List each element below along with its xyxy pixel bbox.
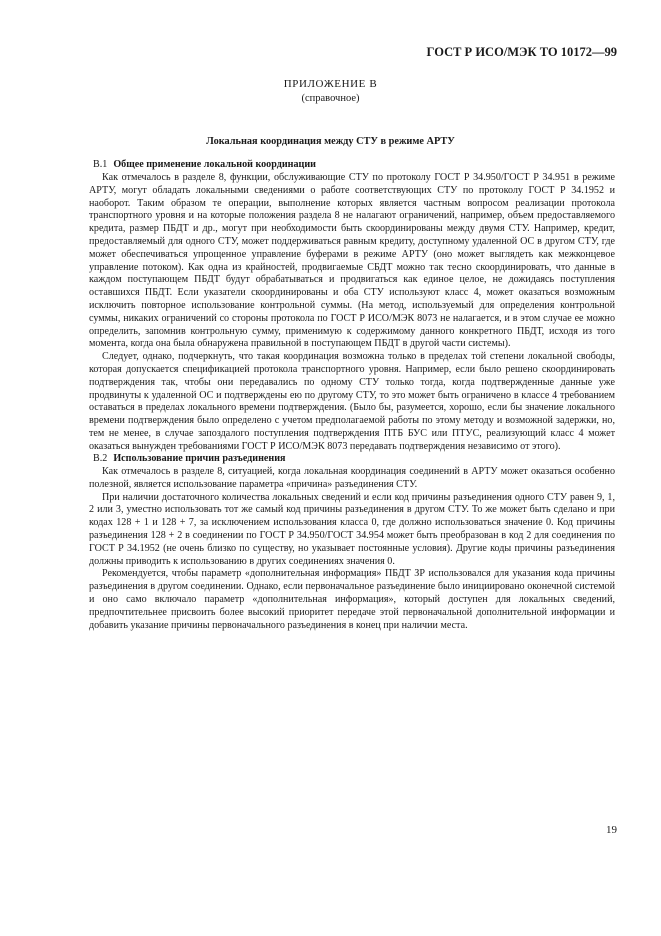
subsection-body — [89, 466, 615, 632]
subsection-heading — [93, 159, 316, 172]
paragraph: Рекомендуется, чтобы параметр «дополнительная информация» ПБДТ ЗР использовался для указания кода причины разъединения в другом соединении. Однако, если первоначальное разъединение было инициировано оконечной системой и оно само включало параметр «дополнительная информация», который доступен для локальных сведений, предпочтительнее присвоить более высокий приоритет передаче этой первоначальной дополнительной информации и добавить указание причины первоначального разъединения в конец при наличии места. — [89, 568, 615, 631]
appendix-note: (справочное) — [301, 93, 360, 104]
subsection-body — [89, 172, 615, 454]
subsection-number: В.2 — [93, 453, 108, 464]
appendix-title: ПРИЛОЖЕНИЕ В — [283, 78, 378, 90]
section-title: Локальная координация между СТУ в режиме АРТУ — [206, 136, 455, 147]
paragraph: При наличии достаточного количества локальных сведений и если код причины разъединения одного СТУ равен 9, 1, 2 или 3, уместно использовать тот же самый код причины разъединения в другом СТУ. То же может быть сделано и при кодах 128 + 1 и 128 + 7, за исключением использования класса 0, где должно использоваться значение 0. Код причины разъединения 128 + 2 в соединении по ГОСТ Р 34.950/ГОСТ 34.954 может быть преобразован в код 2 для соединения по ГОСТ Р 34.1952 (не очень близко по существу, но указывает постоянные условия). Другие коды причины разъединения должны приводить к использованию в других соединениях значения 0. — [89, 491, 615, 567]
page-number: 19 — [606, 824, 617, 836]
subsection-heading — [93, 453, 285, 466]
paragraph: Как отмечалось в разделе 8, функции, обслуживающие СТУ по протоколу ГОСТ Р 34.950/ГОСТ Р 34.951 в режиме АРТУ, могут обладать локальными сведениями о работе соответствующих СТУ по протоколу ГОСТ Р 34.1952 и наоборот. Таким образом те операции, выполнение которых является частным вопросом реализации протокола транспортного уровня и на которые положения раздела 8 не налагают ограничений, например, объем предоставляемого кредита, размер ПБДТ и др., могут при необходимости быть скоординированы между двумя СТУ. Например, кредит, предоставляемый для одного СТУ, может поддерживаться равным кредиту, доступному удаленной ОС в другом СТУ, где может обеспечиваться упрощенное управление буферами в режиме АРТУ (оно может выглядеть как межконцевое управление потоком). Как одна из крайностей, продвигаемые СБДТ можно так тесно скоординировать, что данные в каждом поступающем ПБДТ будут обрабатываться и продвигаться как единое целое, не дожидаясь поступления оставшихся ПБДТ. Если указатели скоординированы и оба СТУ используют класс 4, может оказаться возможным исключить повторное использование контрольной суммы. (На метод, используемый для определения контрольной суммы, никаких ограничений со стороны протокола по ГОСТ Р ИСО/МЭК 8073 не налагается, и в этом случае ее можно определить, запомнив контрольную сумму, применимую к содержимому данного конкретного ПБДТ, исходя из того момента, когда она была обнаружена правильной в поступающем ПБДТ в другой части системы). — [89, 172, 615, 350]
paragraph: Следует, однако, подчеркнуть, что такая координация возможна только в пределах той степени локальной свободы, которая допускается спецификацией протокола транспортного уровня. Например, если было решено скоординировать подтверждения так, чтобы они передавались по одному СТУ только тогда, когда подтвержденные данные уже продвинуты к удаленной ОС и подтверждены ею по другому СТУ, то это может быть ограничено в классе 4 требованием оставаться в пределах локального времени подтверждения. (Было бы, разумеется, хорошо, если бы значение локального времени подтверждения было определено с учетом предполагаемой работы по этому методу и возможной задержки, но, тем не менее, в случае запоздалого поступления подтверждения ПТБ БУС или ПТУС, реализующий класс 4 может оказаться вынужден требованиями ГОСТ Р ИСО/МЭК 8073 передавать подтверждения независимо от этого). — [89, 351, 615, 452]
subsection-number: В.1 — [93, 159, 108, 170]
paragraph: Как отмечалось в разделе 8, ситуацией, когда локальная координация соединений в АРТУ может оказаться особенно полезной, является использование параметра «причина» разъединения СТУ. — [89, 466, 615, 490]
document-code-header: ГОСТ Р ИСО/МЭК ТО 10172—99 — [426, 45, 617, 59]
subsection-title: Использование причин разъединения — [113, 453, 286, 464]
subsection-title: Общее применение локальной координации — [113, 159, 316, 170]
